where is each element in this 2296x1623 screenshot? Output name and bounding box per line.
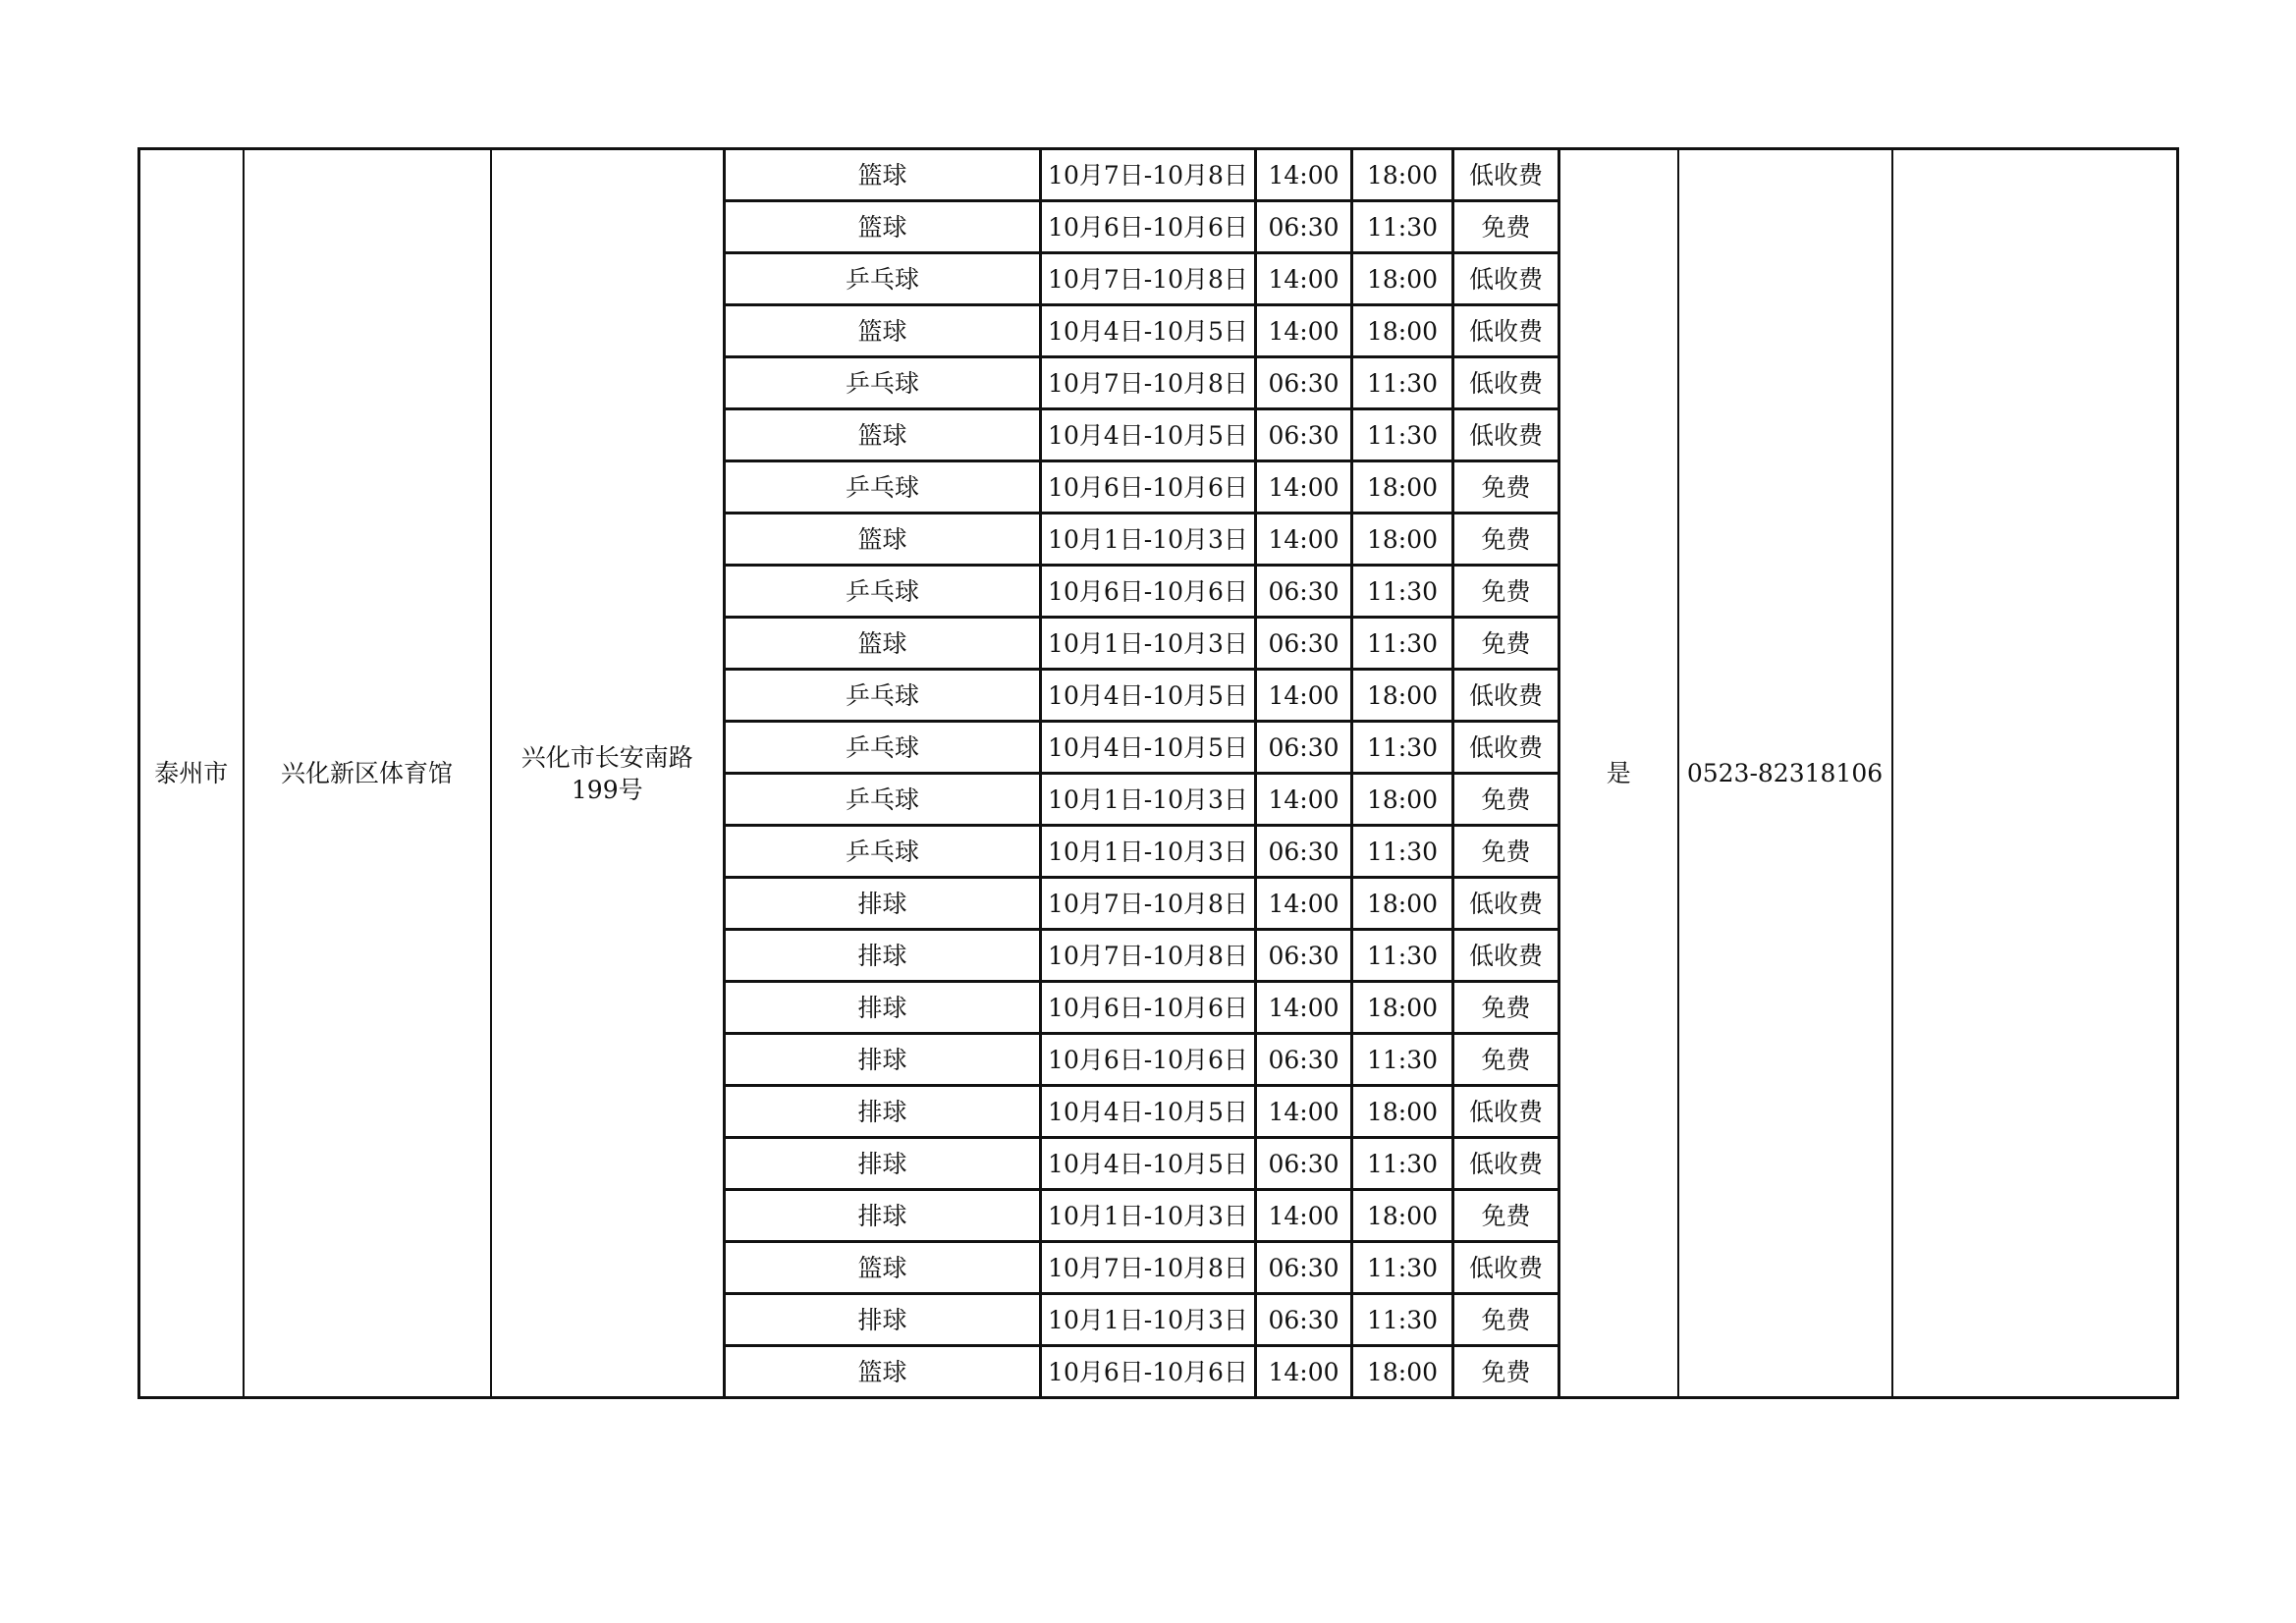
start-time-cell: 06:30: [1256, 1242, 1352, 1294]
table-row: [139, 149, 2178, 201]
sport-cell: 排球: [725, 930, 1041, 982]
start-time-cell: 14:00: [1256, 149, 1352, 201]
end-time-cell: 18:00: [1352, 305, 1453, 357]
start-time-cell: 14:00: [1256, 253, 1352, 305]
fee-cell: 低收费: [1453, 253, 1559, 305]
end-time-cell: 18:00: [1352, 514, 1453, 566]
end-time-cell: 18:00: [1352, 1190, 1453, 1242]
start-time-cell: 14:00: [1256, 461, 1352, 514]
sport-cell: 篮球: [725, 305, 1041, 357]
sport-cell: 排球: [725, 1086, 1041, 1138]
note-cell: [1892, 149, 2178, 1398]
sport-cell: 篮球: [725, 618, 1041, 670]
fee-cell: 免费: [1453, 982, 1559, 1034]
start-time-cell: 14:00: [1256, 514, 1352, 566]
start-time-cell: 06:30: [1256, 826, 1352, 878]
fee-cell: 免费: [1453, 1346, 1559, 1398]
fee-cell: 低收费: [1453, 878, 1559, 930]
start-time-cell: 14:00: [1256, 1346, 1352, 1398]
date-range-cell: 10月1日-10月3日: [1041, 774, 1256, 826]
date-range-cell: 10月7日-10月8日: [1041, 878, 1256, 930]
date-range-cell: 10月6日-10月6日: [1041, 201, 1256, 253]
date-range-cell: 10月1日-10月3日: [1041, 514, 1256, 566]
sport-cell: 乒乓球: [725, 826, 1041, 878]
sport-cell: 篮球: [725, 1346, 1041, 1398]
end-time-cell: 18:00: [1352, 461, 1453, 514]
venue-name-cell: 兴化新区体育馆: [244, 149, 491, 1398]
fee-cell: 免费: [1453, 201, 1559, 253]
end-time-cell: 11:30: [1352, 566, 1453, 618]
sport-cell: 排球: [725, 1294, 1041, 1346]
date-range-cell: 10月4日-10月5日: [1041, 305, 1256, 357]
venue-schedule-table: [137, 147, 2179, 1399]
date-range-cell: 10月4日-10月5日: [1041, 409, 1256, 461]
fee-cell: 低收费: [1453, 305, 1559, 357]
end-time-cell: 18:00: [1352, 774, 1453, 826]
fee-cell: 免费: [1453, 1034, 1559, 1086]
fee-cell: 免费: [1453, 1190, 1559, 1242]
date-range-cell: 10月6日-10月6日: [1041, 566, 1256, 618]
sport-cell: 乒乓球: [725, 670, 1041, 722]
address-cell: 兴化市长安南路199号: [491, 149, 725, 1398]
fee-cell: 免费: [1453, 774, 1559, 826]
end-time-cell: 11:30: [1352, 1034, 1453, 1086]
sport-cell: 排球: [725, 1190, 1041, 1242]
city-cell: 泰州市: [139, 149, 244, 1398]
date-range-cell: 10月4日-10月5日: [1041, 722, 1256, 774]
start-time-cell: 14:00: [1256, 305, 1352, 357]
table-body: [139, 149, 2178, 1398]
date-range-cell: 10月7日-10月8日: [1041, 253, 1256, 305]
start-time-cell: 06:30: [1256, 1294, 1352, 1346]
fee-cell: 低收费: [1453, 1242, 1559, 1294]
date-range-cell: 10月1日-10月3日: [1041, 1190, 1256, 1242]
fee-cell: 低收费: [1453, 722, 1559, 774]
fee-cell: 低收费: [1453, 930, 1559, 982]
date-range-cell: 10月4日-10月5日: [1041, 1138, 1256, 1190]
sport-cell: 篮球: [725, 409, 1041, 461]
start-time-cell: 14:00: [1256, 878, 1352, 930]
date-range-cell: 10月1日-10月3日: [1041, 618, 1256, 670]
date-range-cell: 10月7日-10月8日: [1041, 1242, 1256, 1294]
start-time-cell: 06:30: [1256, 201, 1352, 253]
start-time-cell: 06:30: [1256, 1138, 1352, 1190]
start-time-cell: 06:30: [1256, 930, 1352, 982]
sport-cell: 篮球: [725, 149, 1041, 201]
sport-cell: 排球: [725, 1034, 1041, 1086]
sport-cell: 乒乓球: [725, 566, 1041, 618]
end-time-cell: 18:00: [1352, 878, 1453, 930]
end-time-cell: 11:30: [1352, 1294, 1453, 1346]
sport-cell: 乒乓球: [725, 253, 1041, 305]
date-range-cell: 10月6日-10月6日: [1041, 461, 1256, 514]
end-time-cell: 18:00: [1352, 670, 1453, 722]
sport-cell: 乒乓球: [725, 461, 1041, 514]
end-time-cell: 11:30: [1352, 618, 1453, 670]
end-time-cell: 18:00: [1352, 1086, 1453, 1138]
start-time-cell: 06:30: [1256, 357, 1352, 409]
end-time-cell: 11:30: [1352, 826, 1453, 878]
start-time-cell: 06:30: [1256, 722, 1352, 774]
end-time-cell: 18:00: [1352, 1346, 1453, 1398]
sport-cell: 篮球: [725, 514, 1041, 566]
fee-cell: 低收费: [1453, 149, 1559, 201]
date-range-cell: 10月6日-10月6日: [1041, 982, 1256, 1034]
sport-cell: 篮球: [725, 1242, 1041, 1294]
sport-cell: 排球: [725, 878, 1041, 930]
date-range-cell: 10月7日-10月8日: [1041, 357, 1256, 409]
fee-cell: 免费: [1453, 618, 1559, 670]
sport-cell: 乒乓球: [725, 722, 1041, 774]
end-time-cell: 11:30: [1352, 722, 1453, 774]
start-time-cell: 14:00: [1256, 774, 1352, 826]
end-time-cell: 11:30: [1352, 1242, 1453, 1294]
phone-cell: 0523-82318106: [1678, 149, 1892, 1398]
start-time-cell: 14:00: [1256, 982, 1352, 1034]
fee-cell: 低收费: [1453, 357, 1559, 409]
start-time-cell: 06:30: [1256, 409, 1352, 461]
end-time-cell: 18:00: [1352, 149, 1453, 201]
end-time-cell: 11:30: [1352, 357, 1453, 409]
open-status-cell: 是: [1559, 149, 1678, 1398]
date-range-cell: 10月4日-10月5日: [1041, 1086, 1256, 1138]
date-range-cell: 10月6日-10月6日: [1041, 1346, 1256, 1398]
date-range-cell: 10月1日-10月3日: [1041, 826, 1256, 878]
fee-cell: 低收费: [1453, 1086, 1559, 1138]
fee-cell: 免费: [1453, 566, 1559, 618]
end-time-cell: 11:30: [1352, 409, 1453, 461]
sport-cell: 乒乓球: [725, 357, 1041, 409]
date-range-cell: 10月4日-10月5日: [1041, 670, 1256, 722]
end-time-cell: 11:30: [1352, 201, 1453, 253]
sport-cell: 排球: [725, 1138, 1041, 1190]
sport-cell: 篮球: [725, 201, 1041, 253]
date-range-cell: 10月7日-10月8日: [1041, 149, 1256, 201]
date-range-cell: 10月7日-10月8日: [1041, 930, 1256, 982]
fee-cell: 低收费: [1453, 1138, 1559, 1190]
fee-cell: 免费: [1453, 826, 1559, 878]
sport-cell: 乒乓球: [725, 774, 1041, 826]
start-time-cell: 14:00: [1256, 1086, 1352, 1138]
end-time-cell: 11:30: [1352, 930, 1453, 982]
fee-cell: 免费: [1453, 1294, 1559, 1346]
start-time-cell: 14:00: [1256, 670, 1352, 722]
date-range-cell: 10月1日-10月3日: [1041, 1294, 1256, 1346]
end-time-cell: 18:00: [1352, 982, 1453, 1034]
start-time-cell: 06:30: [1256, 1034, 1352, 1086]
date-range-cell: 10月6日-10月6日: [1041, 1034, 1256, 1086]
fee-cell: 低收费: [1453, 409, 1559, 461]
fee-cell: 免费: [1453, 514, 1559, 566]
start-time-cell: 06:30: [1256, 618, 1352, 670]
fee-cell: 低收费: [1453, 670, 1559, 722]
start-time-cell: 14:00: [1256, 1190, 1352, 1242]
start-time-cell: 06:30: [1256, 566, 1352, 618]
end-time-cell: 11:30: [1352, 1138, 1453, 1190]
fee-cell: 免费: [1453, 461, 1559, 514]
end-time-cell: 18:00: [1352, 253, 1453, 305]
sport-cell: 排球: [725, 982, 1041, 1034]
